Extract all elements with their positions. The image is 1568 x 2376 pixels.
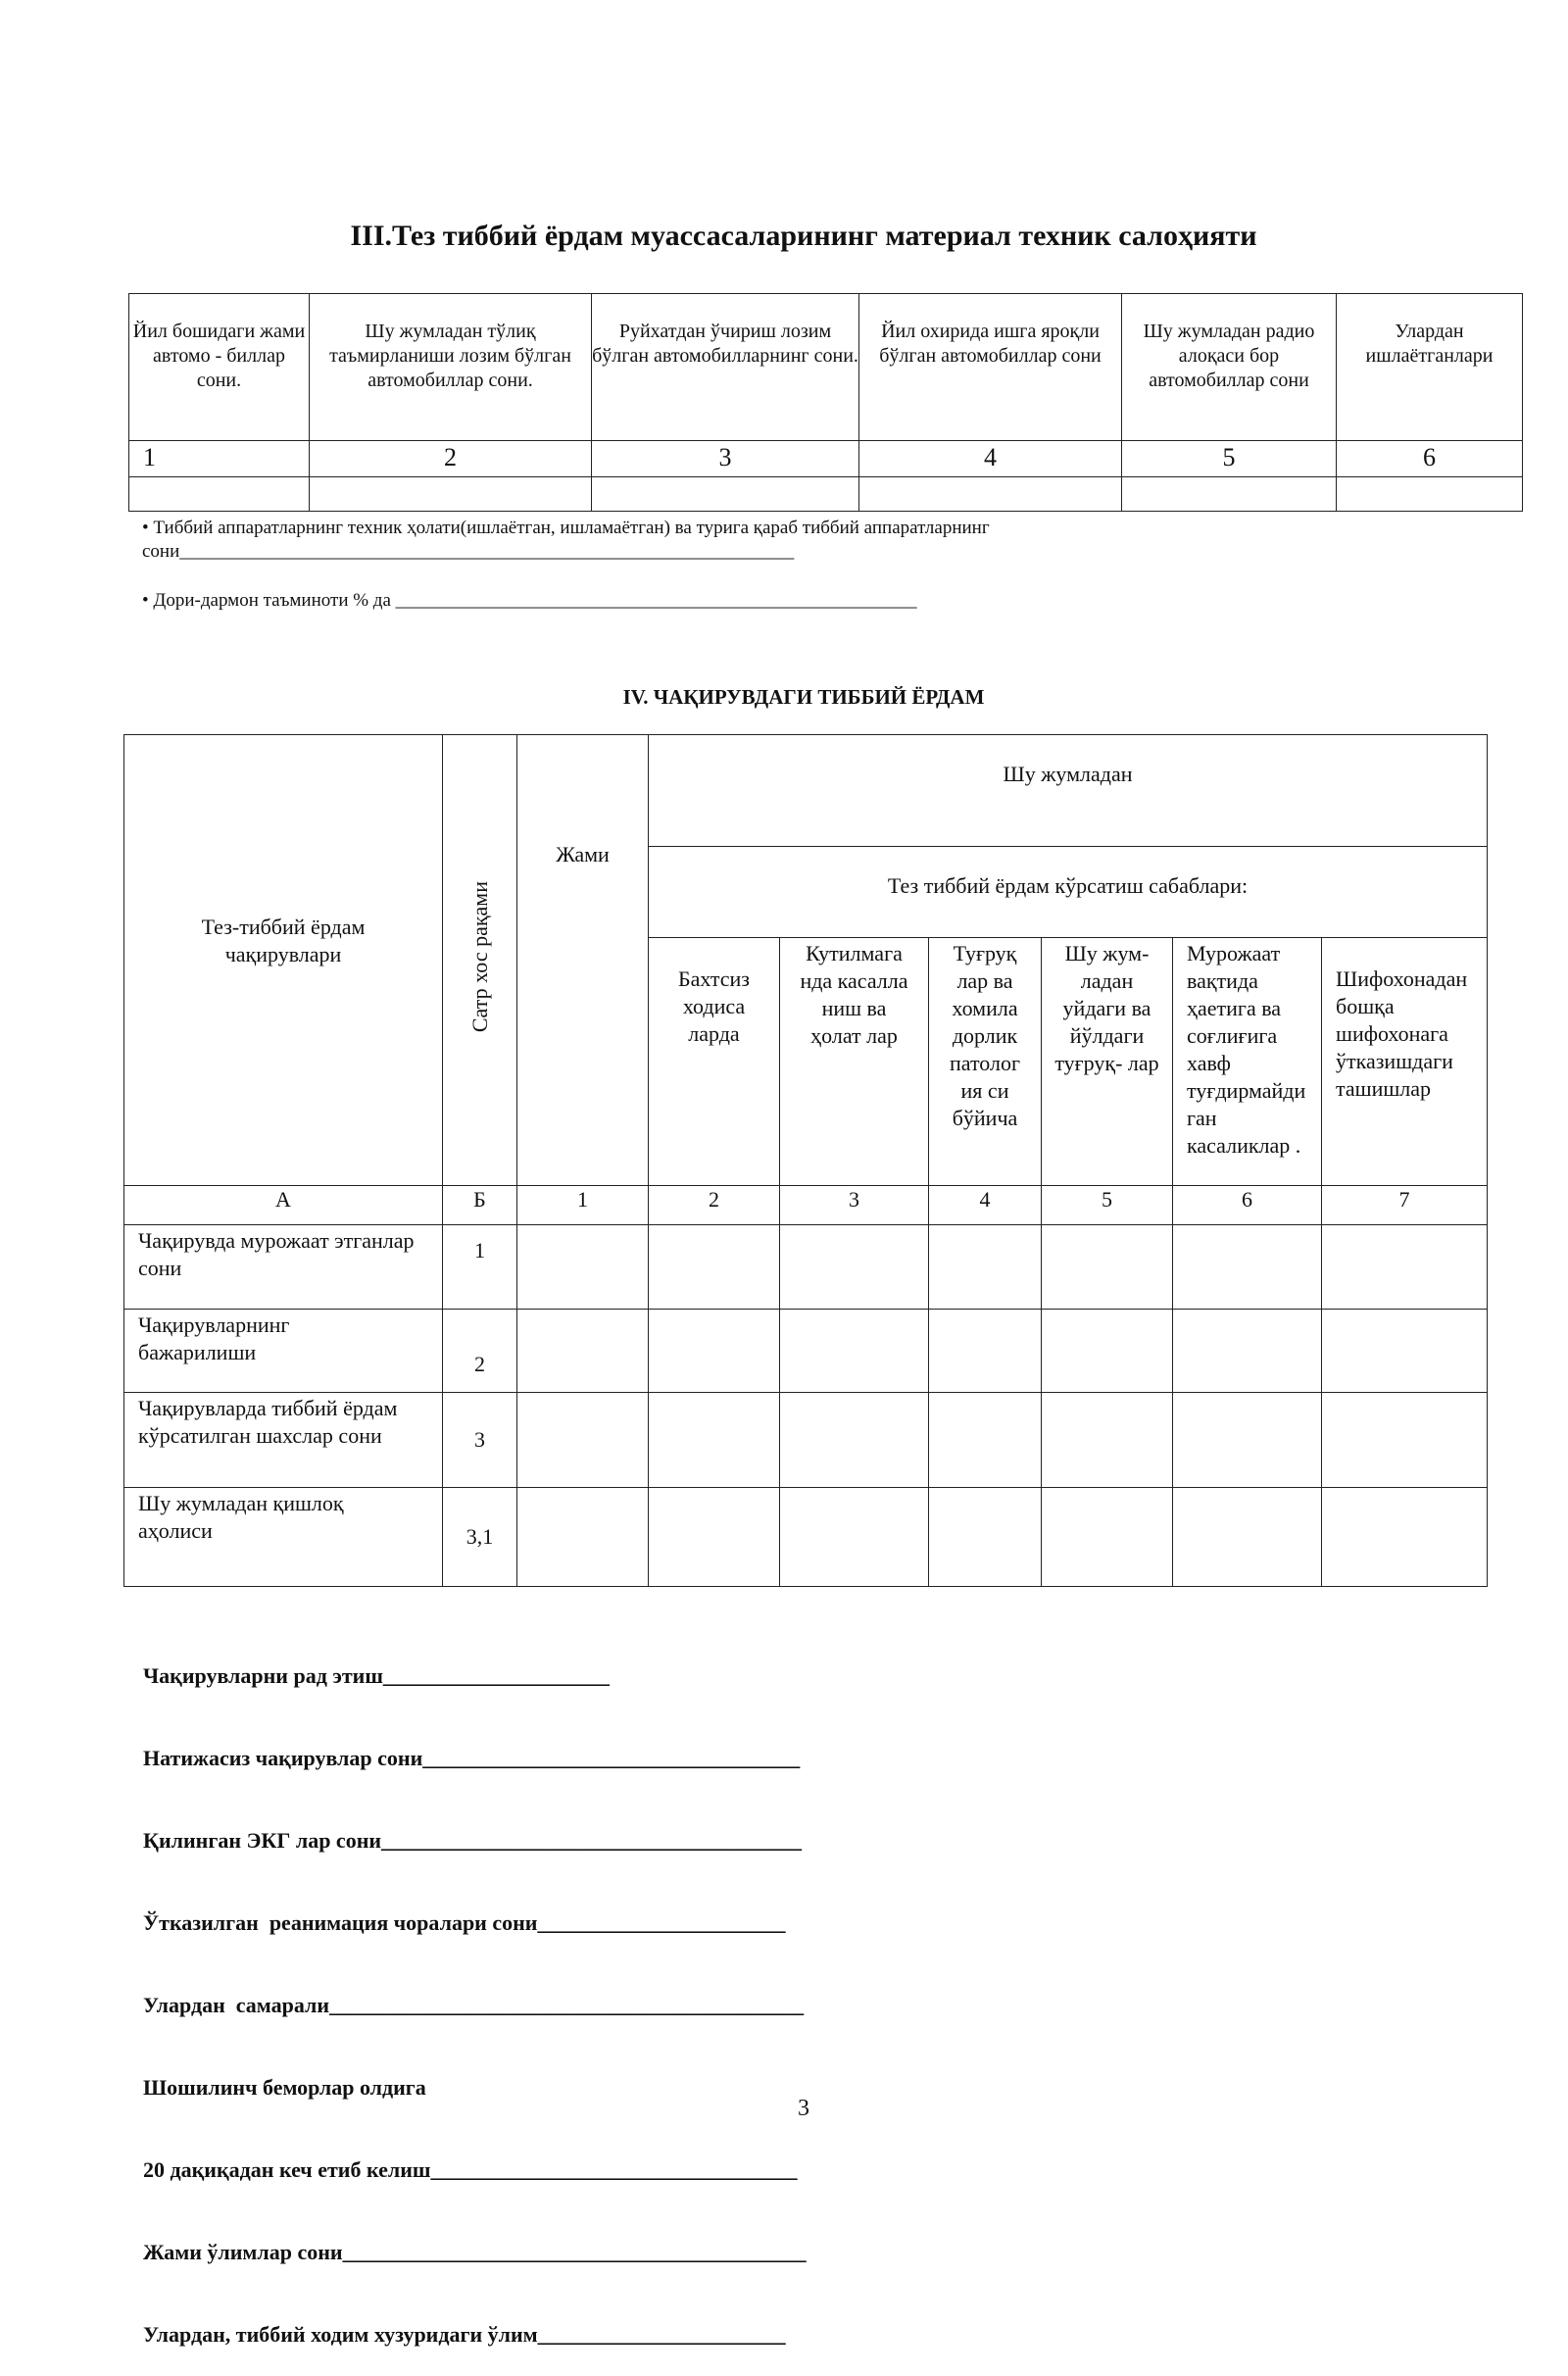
entry-cell[interactable] [649,1488,780,1587]
column-number: 3 [592,441,859,477]
vehicles-header-row [129,294,1523,441]
row-code-header-text: Сатр хос рақами [466,880,492,1033]
entry-cell[interactable] [649,1225,780,1310]
entry-cell[interactable] [780,1225,929,1310]
entry-cell[interactable] [1042,1393,1173,1488]
index-cell: 2 [649,1186,780,1225]
entry-cell[interactable] [1042,1225,1173,1310]
index-cell: 4 [929,1186,1042,1225]
equipment-note-line1: • Тиббий аппаратларнинг техник ҳолати(ишлаётган, ишламаётган) ва турига қараб тиббий аппаратларнинг [142,518,990,538]
page-number: 3 [798,2096,809,2121]
entry-cell[interactable] [859,477,1122,512]
entry-cell[interactable] [1322,1225,1488,1310]
entry-cell[interactable] [129,477,310,512]
entry-cell[interactable] [1173,1488,1322,1587]
summary-lines [143,1608,807,2376]
including-header: Шу жумладан [649,735,1488,847]
index-row [124,1186,1488,1225]
summary-line-resuscitation: Ўтказилган реанимация чоралари сони_______________________ [143,1910,786,1935]
entry-cell[interactable] [929,1310,1042,1393]
entry-cell[interactable] [1322,1310,1488,1393]
entry-cell[interactable] [929,1225,1042,1310]
reasons-header: Тез тиббий ёрдам кўрсатиш сабаблари: [649,847,1488,938]
vehicles-header-cell: Улардан ишлаётганлари [1337,294,1523,441]
entry-cell[interactable] [517,1310,649,1393]
equipment-note-line2: сони__________________________________________________________________ [142,541,795,562]
summary-line-effective: Улардан самарали____________________________________________ [143,1993,805,2017]
index-cell: 3 [780,1186,929,1225]
row-code: 3 [443,1393,517,1488]
entry-cell[interactable] [1042,1310,1173,1393]
table-row [124,1488,1488,1587]
vehicles-header-cell: Шу жумладан тўлиқ таъмирланиши лозим бўлган автомобиллар сони. [310,294,592,441]
row-code: 2 [443,1310,517,1393]
calls-type-header-text: Тез-тиббий ёрдам чақирувлари [201,914,366,966]
entry-cell[interactable] [649,1310,780,1393]
entry-cell[interactable] [1322,1393,1488,1488]
total-header-text: Жами [556,842,610,866]
vehicles-header-cell: Йил бошидаги жами автомо - биллар сони. [129,294,310,441]
calls-table [123,734,1488,1587]
vehicles-table [128,293,1523,512]
index-cell: А [124,1186,443,1225]
reason-col-home-births: Шу жум- ладан уйдаги ва йўлдаги туғруқ- лар [1042,938,1173,1186]
table-row [124,1225,1488,1310]
entry-cell[interactable] [1042,1488,1173,1587]
column-number: 2 [310,441,592,477]
row-label: Чақирувларнинг бажарилиши [124,1310,443,1393]
entry-cell[interactable] [929,1393,1042,1488]
row-code: 3,1 [443,1488,517,1587]
row-label: Шу жумладан қишлоқ аҳолиси [124,1488,443,1587]
summary-line-unsuccessful: Натижасиз чақирувлар сони___________________________________ [143,1746,801,1770]
column-number: 6 [1337,441,1523,477]
entry-cell[interactable] [780,1393,929,1488]
column-number: 5 [1122,441,1337,477]
entry-cell[interactable] [1173,1393,1322,1488]
entry-cell[interactable] [1322,1488,1488,1587]
entry-cell[interactable] [929,1488,1042,1587]
reason-col-sudden-illness: Кутилмага нда касалла ниш ва ҳолат лар [780,938,929,1186]
medicine-supply-note: • Дори-дармон таъминоти % да ________________________________________________________ [142,590,917,611]
column-number: 4 [859,441,1122,477]
reason-col-transfers: Шифохонадан бошқа шифохонага ўтказишдаги ташишлар [1322,938,1488,1186]
summary-line-rejected: Чақирувларни рад этиш_____________________ [143,1663,610,1688]
row-label: Чақирувларда тиббий ёрдам кўрсатилган шахслар сони [124,1393,443,1488]
section4-title: IV. ЧАҚИРУВДАГИ ТИББИЙ ЁРДАМ [622,685,985,709]
row-code-header [443,735,517,1186]
entry-cell[interactable] [310,477,592,512]
entry-cell[interactable] [780,1488,929,1587]
entry-cell[interactable] [649,1393,780,1488]
section3-title: III.Тез тиббий ёрдам муассасаларининг материал техник салоҳияти [350,220,1257,252]
entry-cell[interactable] [1337,477,1523,512]
index-cell: 7 [1322,1186,1488,1225]
summary-line-late-arrival: 20 дақиқадан кеч етиб келиш__________________________________ [143,2157,798,2182]
index-cell: 6 [1173,1186,1322,1225]
reason-col-accidents: Бахтсиз ходиса ларда [649,938,780,1186]
vehicles-entry-row [129,477,1523,512]
index-cell: 1 [517,1186,649,1225]
summary-line-deaths-staff: Улардан, тиббий ходим хузуридаги ўлим_______________________ [143,2322,786,2347]
entry-cell[interactable] [517,1488,649,1587]
row-label: Чақирувда мурожаат этганлар сони [124,1225,443,1310]
entry-cell[interactable] [1122,477,1337,512]
table-row [124,1310,1488,1393]
index-cell: 5 [1042,1186,1173,1225]
reason-col-childbirth: Туғруқ лар ва хомила дорлик патолог ия си бўйича [929,938,1042,1186]
vehicles-number-row [129,441,1523,477]
summary-line-ecg: Қилинган ЭКГ лар сони_______________________________________ [143,1828,803,1853]
entry-cell[interactable] [592,477,859,512]
entry-cell[interactable] [780,1310,929,1393]
entry-cell[interactable] [1173,1225,1322,1310]
entry-cell[interactable] [517,1393,649,1488]
vehicles-header-cell: Шу жумладан радио алоқаси бор автомобиллар сони [1122,294,1337,441]
entry-cell[interactable] [517,1225,649,1310]
column-number: 1 [129,441,310,477]
total-header [517,735,649,1186]
vehicles-header-cell: Йил охирида ишга яроқли бўлган автомобиллар сони [859,294,1122,441]
row-code: 1 [443,1225,517,1310]
equipment-note [142,517,1122,564]
summary-line-urgent: Шошилинч беморлар олдига [143,2075,426,2100]
vehicles-header-cell: Руйхатдан ўчириш лозим бўлган автомобилларнинг сони. [592,294,859,441]
index-cell: Б [443,1186,517,1225]
reason-col-non-threatening: Мурожаат вақтида ҳаетига ва соғлиғига хавф туғдирмайди ган касаликлар . [1173,938,1322,1186]
calls-type-header [124,735,443,1186]
entry-cell[interactable] [1173,1310,1322,1393]
table-row [124,1393,1488,1488]
summary-line-deaths: Жами ўлимлар сони___________________________________________ [143,2240,807,2264]
